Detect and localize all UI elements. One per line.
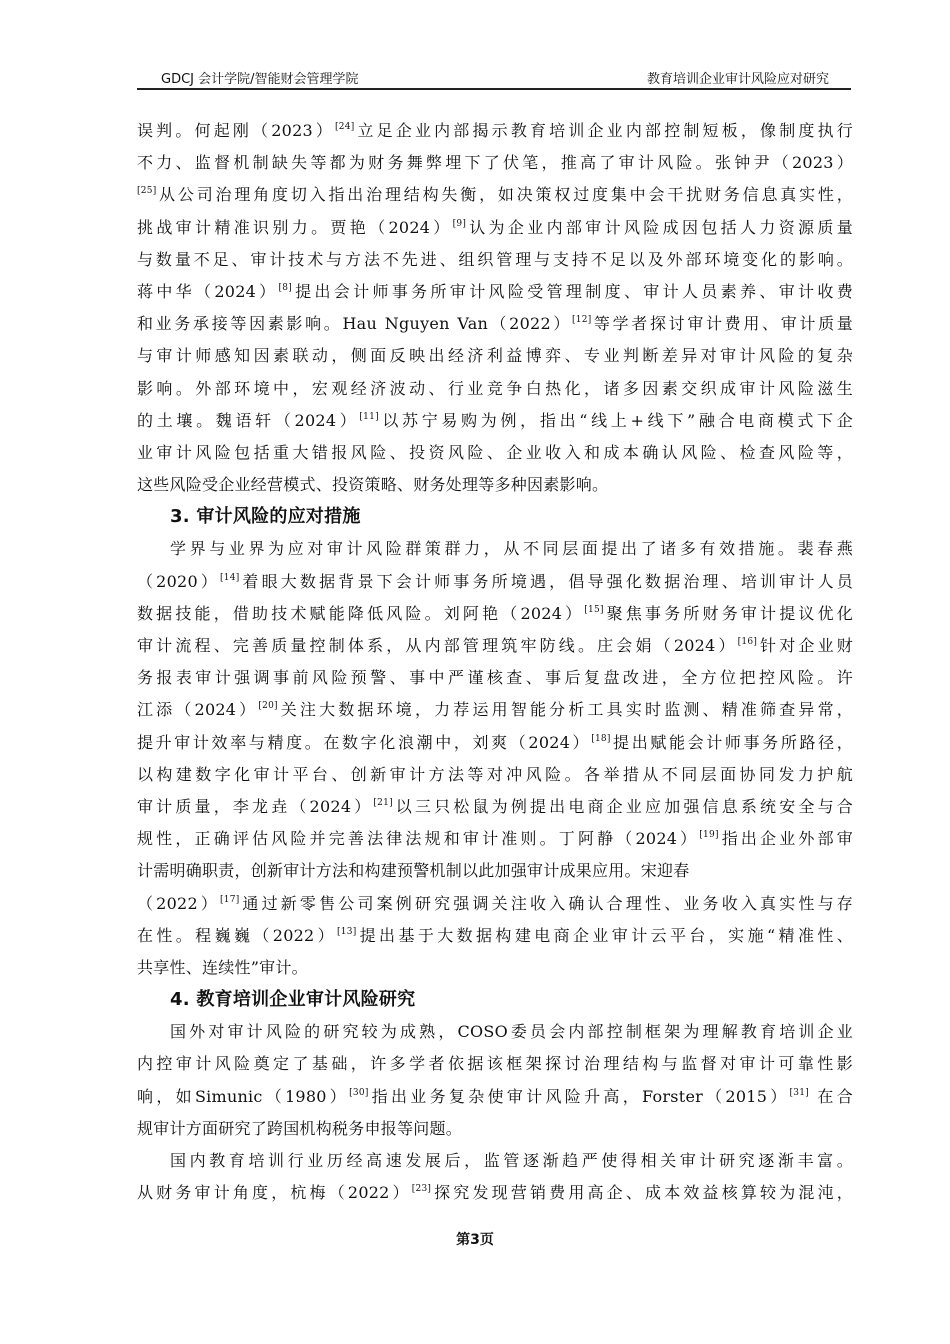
text-line: 的土壤。魏语轩（2024）[11]以苏宁易购为例，指出“线上+线下”融合电商模式下企 <box>137 410 853 430</box>
text-line: 共享性、连续性”审计。 <box>137 957 308 977</box>
citation-marker: [31] <box>789 1087 810 1098</box>
citation-marker: [19] <box>699 830 719 841</box>
text-line: 蒋中华（2024）[8]提出会计师事务所审计风险受管理制度、审计人员素养、审计收费 <box>137 281 853 301</box>
citation-marker: [30] <box>349 1087 369 1098</box>
section-heading: 3. 审计风险的应对措施 <box>170 506 361 528</box>
text-line: 挑战审计精准识别力。贾艳（2024）[9]认为企业内部审计风险成因包括人力资源质量 <box>137 217 853 237</box>
citation-marker: [18] <box>591 733 611 744</box>
text-line: 以构建数字化审计平台、创新审计方法等对冲风险。各举措从不同层面协同发力护航 <box>137 764 853 784</box>
citation-marker: [21] <box>373 797 393 808</box>
text-line: 响，如Simunic（1980）[30]指出业务复杂使审计风险升高，Forster（2015）[31] 在合 <box>137 1086 853 1106</box>
citation-marker: [20] <box>258 701 278 712</box>
citation-marker: [14] <box>220 572 240 583</box>
citation-marker: [11] <box>359 411 379 422</box>
text-line: 数据技能，借助技术赋能降低风险。刘阿艳（2024）[15]聚焦事务所财务审计提议优化 <box>137 603 853 623</box>
header-right-text: 教育培训企业审计风险应对研究 <box>646 72 829 87</box>
text-line: 从财务审计角度，杭梅（2022）[23]探究发现营销费用高企、成本效益核算较为混沌， <box>137 1183 853 1203</box>
text-line: 这些风险受企业经营模式、投资策略、财务处理等多种因素影响。 <box>137 475 609 495</box>
text-line: （2020）[14]着眼大数据背景下会计师事务所境遇，倡导强化数据治理、培训审计人员 <box>137 571 853 591</box>
text-line: 审计质量，李龙垚（2024）[21]以三只松鼠为例提出电商企业应加强信息系统安全与合 <box>137 796 853 816</box>
text-line: 务报表审计强调事前风险预警、事中严谨核查、事后复盘改进，全方位把控风险。许 <box>137 668 853 688</box>
text-line: 国内教育培训行业历经高速发展后，监管逐渐趋严使得相关审计研究逐渐丰富。 <box>170 1151 853 1170</box>
citation-marker: [13] <box>337 926 357 937</box>
section-heading: 4. 教育培训企业审计风险研究 <box>170 989 416 1011</box>
text-line: [25]从公司治理角度切入指出治理结构失衡，如决策权过度集中会干扰财务信息真实性， <box>137 185 853 205</box>
citation-marker: [12] <box>572 315 592 326</box>
text-line: 规审计方面研究了跨国机构税务申报等问题。 <box>137 1118 463 1138</box>
text-line: 与数量不足、审计技术与方法不先进、组织管理与支持不足以及外部环境变化的影响。 <box>137 249 853 269</box>
text-line: 江添（2024）[20]关注大数据环境，力荐运用智能分析工具实时监测、精准筛查异常， <box>137 700 853 720</box>
text-line: 在性。程巍巍（2022）[13]提出基于大数据构建电商企业审计云平台，实施“精准性、 <box>137 925 853 945</box>
text-line: 内控审计风险奠定了基础，许多学者依据该框架探讨治理结构与监督对审计可靠性影 <box>137 1054 853 1074</box>
citation-marker: [25] <box>137 186 157 197</box>
header-left-text: GDCJ 会计学院/智能财会管理学院 <box>161 72 359 87</box>
text-line: （2022）[17]通过新零售公司案例研究强调关注收入确认合理性、业务收入真实性与存 <box>137 893 853 913</box>
citation-marker: [9] <box>452 218 467 229</box>
citation-marker: [17] <box>220 894 240 905</box>
text-line: 计需明确职责，创新审计方法和构建预警机制以此加强审计成果应用。宋迎春 <box>137 861 690 881</box>
text-line: 业审计风险包括重大错报风险、投资风险、企业收入和成本确认风险、检查风险等， <box>137 442 853 462</box>
page-header <box>137 66 851 90</box>
text-line: 提升审计效率与精度。在数字化浪潮中，刘爽（2024）[18]提出赋能会计师事务所路径， <box>137 732 853 752</box>
body-text <box>137 118 853 1212</box>
citation-marker: [16] <box>737 637 758 647</box>
page-number: 第3页 <box>456 1232 494 1248</box>
text-line: 审计流程、完善质量控制体系，从内部管理筑牢防线。庄会娟（2024）[16]针对企业财 <box>137 636 853 655</box>
citation-marker: [8] <box>278 282 293 293</box>
text-line: 国外对审计风险的研究较为成熟，COSO委员会内部控制框架为理解教育培训企业 <box>170 1022 853 1042</box>
text-line: 和业务承接等因素影响。Hau Nguyen Van（2022）[12]等学者探讨审计费用、审计质量 <box>137 314 853 334</box>
citation-marker: [23] <box>411 1184 432 1195</box>
text-line: 误判。何起刚（2023）[24]立足企业内部揭示教育培训企业内部控制短板，像制度执行 <box>137 121 853 140</box>
text-line: 规性，正确评估风险并完善法律法规和审计准则。丁阿静（2024）[19]指出企业外部审 <box>137 829 853 849</box>
citation-marker: [24] <box>335 122 355 132</box>
text-line: 与审计师感知因素联动，侧面反映出经济利益博弈、专业判断差异对审计风险的复杂 <box>137 346 853 366</box>
text-line: 学界与业界为应对审计风险群策群力，从不同层面提出了诸多有效措施。裴春燕 <box>170 539 853 559</box>
text-line: 不力、监督机制缺失等都为财务舞弊埋下了伏笔，推高了审计风险。张钟尹（2023） <box>137 153 853 173</box>
text-line: 影响。外部环境中，宏观经济波动、行业竞争白热化，诸多因素交织成审计风险滋生 <box>137 378 853 398</box>
citation-marker: [15] <box>584 604 604 615</box>
